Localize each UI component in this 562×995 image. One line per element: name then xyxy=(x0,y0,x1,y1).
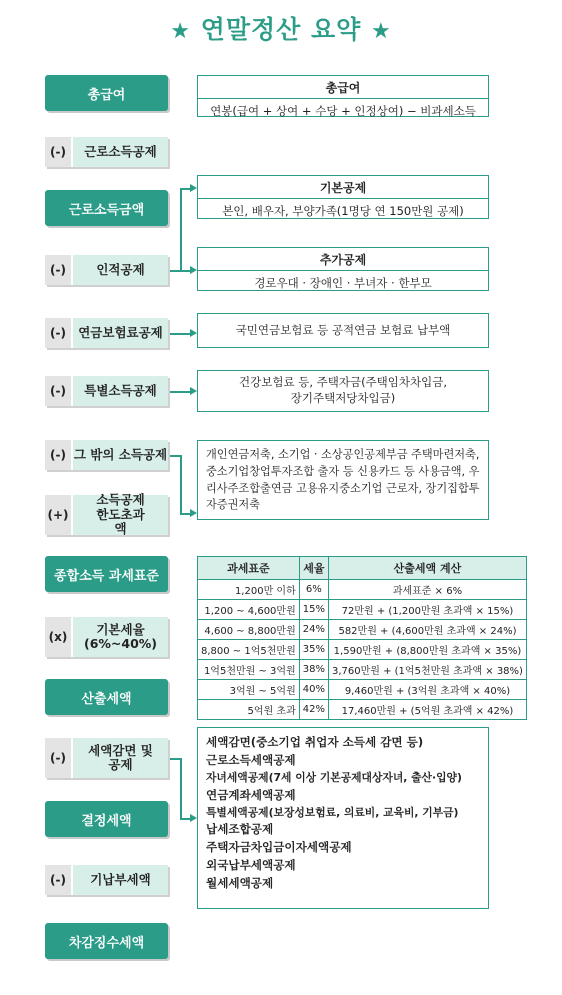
connector-line xyxy=(170,333,192,335)
table-cell: 1,200만 이하 xyxy=(198,580,300,600)
table-row xyxy=(198,640,527,660)
credit-item: 특별세액공제(보장성보험료, 의료비, 교육비, 기부금) xyxy=(206,805,459,819)
step-calculated-tax: 산출세액 xyxy=(45,679,168,715)
star-icon: ★ xyxy=(371,19,392,44)
table-row xyxy=(198,680,527,700)
connector-line xyxy=(170,270,192,272)
operator-label: (-) xyxy=(45,376,73,406)
page-title xyxy=(0,10,562,46)
table-header-row xyxy=(198,557,527,580)
table-cell: 15% xyxy=(299,600,328,620)
table-cell: 과세표준 × 6% xyxy=(328,580,526,600)
additional-deduction-box xyxy=(197,247,489,291)
star-icon: ★ xyxy=(170,19,191,44)
table-row xyxy=(198,580,527,600)
step-label: 기납부세액 xyxy=(73,865,168,895)
table-cell: 3,760만원 + (1억5천만원 초과액 × 38%) xyxy=(328,660,526,680)
arrow-icon xyxy=(190,266,197,274)
arrow-icon xyxy=(190,509,197,517)
table-row xyxy=(198,620,527,640)
table-header: 세율 xyxy=(299,557,328,580)
step-tax-credit xyxy=(45,738,168,778)
table-header: 과세표준 xyxy=(198,557,300,580)
tax-credit-box xyxy=(197,727,489,909)
table-cell: 1,200 ~ 4,600만원 xyxy=(198,600,300,620)
step-earned-income: 근로소득금액 xyxy=(45,190,168,226)
connector-line xyxy=(180,758,182,818)
table-row xyxy=(198,700,527,720)
step-personal-deduction xyxy=(45,255,168,285)
credit-item: 외국납부세액공제 xyxy=(206,858,296,873)
box-title: 추가공제 xyxy=(198,248,488,271)
step-pension-deduction xyxy=(45,318,168,348)
arrow-icon xyxy=(190,814,197,822)
arrow-icon xyxy=(190,387,197,395)
arrow-icon xyxy=(190,184,197,192)
step-label: 그 밖의 소득공제 xyxy=(73,440,168,470)
step-label: 근로소득공제 xyxy=(73,137,168,167)
table-cell: 35% xyxy=(299,640,328,660)
table-cell: 5억원 초과 xyxy=(198,700,300,720)
connector-line xyxy=(180,455,182,513)
step-label: 연금보험료공제 xyxy=(73,318,168,348)
credit-item: 연금계좌세액공제 xyxy=(206,787,296,802)
table-cell: 9,460만원 + (3억원 초과액 × 40%) xyxy=(328,680,526,700)
step-basic-rate xyxy=(45,617,168,657)
table-cell: 8,800 ~ 1억5천만원 xyxy=(198,640,300,660)
operator-label: (-) xyxy=(45,318,73,348)
step-final-tax: 차감징수세액 xyxy=(45,923,168,959)
step-earned-income-deduction xyxy=(45,137,168,167)
credit-item: 세액감면(중소기업 취업자 소득세 감면 등) xyxy=(206,735,424,749)
gross-pay-box xyxy=(197,75,489,117)
connector-line xyxy=(180,188,182,270)
step-label: 세액감면 및 공제 xyxy=(73,738,168,778)
table-cell: 582만원 + (4,600만원 초과액 × 24%) xyxy=(328,620,526,640)
credit-item: 주택자금차입금이자세액공제 xyxy=(206,840,352,855)
credit-item: 근로소득세액공제 xyxy=(206,752,296,767)
credit-item: 월세세액공제 xyxy=(206,876,274,891)
table-row xyxy=(198,600,527,620)
table-cell: 40% xyxy=(299,680,328,700)
operator-label: (+) xyxy=(45,495,73,535)
operator-label: (-) xyxy=(45,440,73,470)
pension-box: 국민연금보험료 등 공적연금 보험료 납부액 xyxy=(197,313,489,348)
table-cell: 42% xyxy=(299,700,328,720)
box-title: 총급여 xyxy=(198,76,488,99)
step-determined-tax: 결정세액 xyxy=(45,801,168,837)
box-body: 연봉(급여 + 상여 + 수당 + 인정상여) − 비과세소득 xyxy=(210,104,476,118)
step-label: 기본세율 (6%~40%) xyxy=(73,617,168,657)
title-text: 연말정산 요약 xyxy=(200,15,362,44)
operator-label: (-) xyxy=(45,865,73,895)
box-line: 건강보험료 등, 주택자금(주택임차차입금, xyxy=(239,375,447,390)
operator-label: (-) xyxy=(45,738,73,778)
other-deduction-box: 개인연금저축, 소기업 · 소상공인공제부금 주택마련저축, 중소기업창업투자조합 출자 등 신용카드 등 사용금액, 우리사주조합출연금 고용유지중소기업 근로자, 장기집합투자증권저축 xyxy=(197,440,489,520)
basic-deduction-box xyxy=(197,175,489,219)
table-cell: 17,460만원 + (5억원 초과액 × 42%) xyxy=(328,700,526,720)
tax-rate-table xyxy=(197,556,527,720)
step-prepaid-tax xyxy=(45,865,168,895)
credit-item: 자녀세액공제(7세 이상 기본공제대상자녀, 출산·입양) xyxy=(206,770,462,784)
arrow-icon xyxy=(190,329,197,337)
step-label: 특별소득공제 xyxy=(73,376,168,406)
box-line: 장기주택저당차입금) xyxy=(290,391,396,405)
step-gross-pay: 총급여 xyxy=(45,75,168,111)
table-cell: 38% xyxy=(299,660,328,680)
table-cell: 1,590만원 + (8,800만원 초과액 × 35%) xyxy=(328,640,526,660)
table-cell: 3억원 ~ 5억원 xyxy=(198,680,300,700)
table-cell: 72만원 + (1,200만원 초과액 × 15%) xyxy=(328,600,526,620)
table-header: 산출세액 계산 xyxy=(328,557,526,580)
table-row xyxy=(198,660,527,680)
connector-line xyxy=(170,391,192,393)
special-deduction-box xyxy=(197,370,489,412)
table-cell: 1억5천만원 ~ 3억원 xyxy=(198,660,300,680)
table-cell: 24% xyxy=(299,620,328,640)
step-excess-limit xyxy=(45,492,168,537)
step-other-deduction xyxy=(45,440,168,470)
operator-label: (x) xyxy=(45,617,73,657)
operator-label: (-) xyxy=(45,255,73,285)
table-cell: 6% xyxy=(299,580,328,600)
box-body: 본인, 배우자, 부양가족(1명당 연 150만원 공제) xyxy=(222,204,464,218)
step-label: 인적공제 xyxy=(73,255,168,285)
step-label: 소득공제 한도초과액 xyxy=(73,495,168,535)
box-body: 경로우대 · 장애인 · 부녀자 · 한부모 xyxy=(254,276,432,290)
step-tax-base: 종합소득 과세표준 xyxy=(45,556,168,592)
operator-label: (-) xyxy=(45,137,73,167)
step-special-deduction xyxy=(45,376,168,406)
table-cell: 4,600 ~ 8,800만원 xyxy=(198,620,300,640)
box-title: 기본공제 xyxy=(198,176,488,199)
credit-item: 납세조합공제 xyxy=(206,822,274,837)
